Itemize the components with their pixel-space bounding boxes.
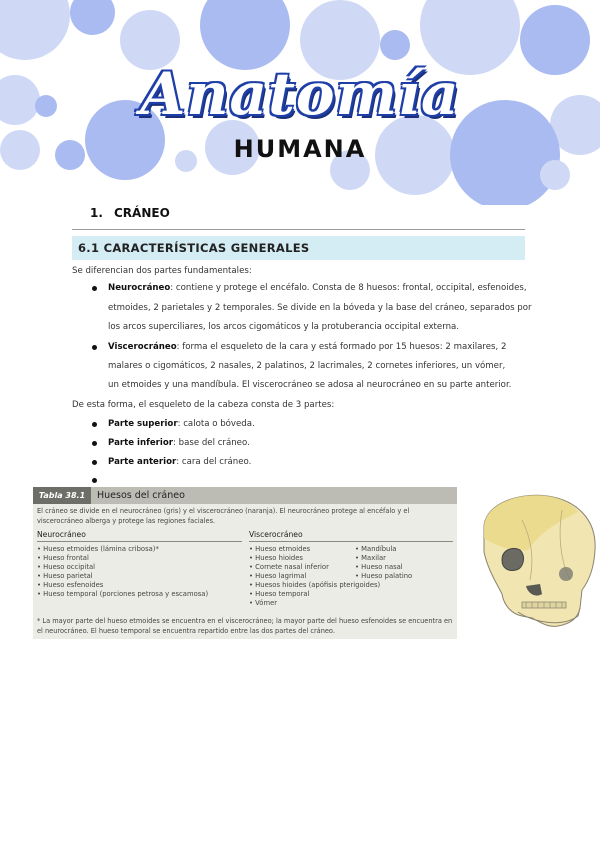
list-item <box>108 452 251 472</box>
column-header-viscerocraneo: Viscerocráneo <box>249 530 303 539</box>
table-cell: • Hueso hioides <box>249 554 303 562</box>
list-item <box>108 414 255 434</box>
decor-dot <box>540 160 570 190</box>
table-footnote: * La mayor parte del hueso etmoides se encuentra en el viscerocráneo; la mayor parte del hueso esfenoides se encuentra en el neurocráneo. El hueso temporal se encuentra repartido entre las dos partes del cráneo. <box>37 617 453 635</box>
term: Viscerocráneo <box>108 342 177 352</box>
table-cell: • Hueso temporal (porciones petrosa y escamosa) <box>37 590 209 598</box>
bullet-dot <box>92 441 97 446</box>
table-cell: • Hueso frontal <box>37 554 89 562</box>
table-header <box>33 487 457 504</box>
bullet-dot <box>92 460 97 465</box>
list-item <box>108 337 506 357</box>
table-cell: • Hueso temporal <box>249 590 310 598</box>
item-text: : contiene y protege el encéfalo. Consta de 8 huesos: frontal, occipital, esfenoides, <box>170 283 527 293</box>
header-banner <box>0 0 600 205</box>
table-cell: • Mandíbula <box>355 545 397 553</box>
skeleton-intro: De esta forma, el esqueleto de la cabeza consta de 3 partes: <box>72 400 335 410</box>
table-cell: • Hueso lagrimal <box>249 572 307 580</box>
table-cell: • Hueso esfenoides <box>37 581 104 589</box>
list-item <box>108 278 527 298</box>
list-item <box>108 433 250 453</box>
table-intro: El cráneo se divide en el neurocráneo (gris) y el viscerocráneo (naranja). El neurocráneo protege al encéfalo y el viscerocráneo alberga y protege las regiones faciales. <box>37 507 410 525</box>
item-text: : forma el esqueleto de la cara y está formado por 15 huesos: 2 maxilares, 2 <box>176 342 507 352</box>
bones-table <box>33 487 457 639</box>
divider <box>37 541 242 542</box>
item-text: etmoides, 2 parietales y 2 temporales. Se divide en la bóveda y la base del cráneo, separados por <box>108 303 532 313</box>
table-cell: • Vómer <box>249 599 278 607</box>
column-header-neurocraneo: Neurocráneo <box>37 530 86 539</box>
item-text: los arcos superciliares, los arcos cigomáticos y la protuberancia occipital externa. <box>108 322 460 332</box>
skull-illustration <box>462 490 600 640</box>
table-cell: • Huesos hioides (apófisis pterigoides) <box>249 581 381 589</box>
table-cell: • Hueso occipital <box>37 563 96 571</box>
table-cell: • Maxilar <box>355 554 386 562</box>
divider <box>72 229 525 230</box>
decor-dot <box>380 30 410 60</box>
section-number: 1. <box>90 206 103 220</box>
section-heading <box>90 206 170 220</box>
term: Parte anterior <box>108 457 177 467</box>
bullet-dot <box>92 478 97 483</box>
table-cell: • Hueso palatino <box>355 572 413 580</box>
table-tag: Tabla 38.1 <box>33 487 91 504</box>
item-text: malares o cigomáticos, 2 nasales, 2 palatinos, 2 lacrimales, 2 cornetes inferiores, un vómer, <box>108 361 506 371</box>
table-cell: • Hueso etmoides <box>249 545 311 553</box>
item-text: : calota o bóveda. <box>177 419 255 429</box>
decor-dot <box>70 0 115 35</box>
intro-text: Se diferencian dos partes fundamentales: <box>72 266 252 276</box>
decor-dot <box>0 0 70 60</box>
term: Neurocráneo <box>108 283 171 293</box>
table-cell: • Hueso parietal <box>37 572 93 580</box>
item-text: : base del cráneo. <box>173 438 250 448</box>
table-cell: • Hueso etmoides (lámina cribosa)* <box>37 545 159 553</box>
table-cell: • Hueso nasal <box>355 563 403 571</box>
bullet-dot <box>92 345 97 350</box>
table-title: Huesos del cráneo <box>97 490 185 501</box>
bullet-dot <box>92 286 97 291</box>
divider <box>249 541 453 542</box>
page-title: Anatomía <box>140 60 460 128</box>
item-text: : cara del cráneo. <box>176 457 252 467</box>
item-text: un etmoides y una mandíbula. El viscerocráneo se adosa al neurocráneo en su parte anterior. <box>108 380 512 390</box>
term: Parte inferior <box>108 438 173 448</box>
term: Parte superior <box>108 419 178 429</box>
table-cell: • Cornete nasal inferior <box>249 563 329 571</box>
section-title: CRÁNEO <box>114 206 170 220</box>
bullet-dot <box>92 422 97 427</box>
subsection-heading: 6.1 CARACTERÍSTICAS GENERALES <box>72 236 525 260</box>
page-subtitle: HUMANA <box>233 135 367 163</box>
